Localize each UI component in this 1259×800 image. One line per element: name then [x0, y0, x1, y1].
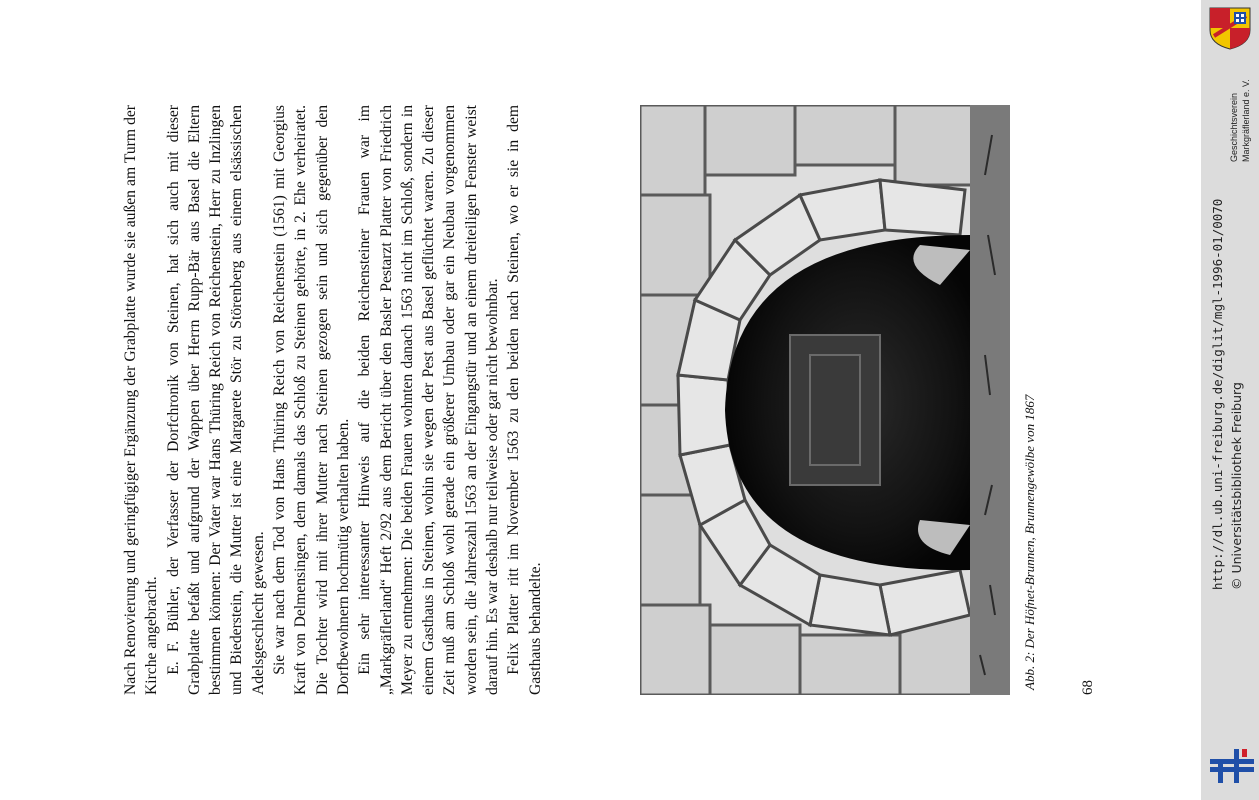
- library-credit: © Universitätsbibliothek Freiburg: [1229, 382, 1244, 590]
- society-name: [1228, 72, 1256, 162]
- paragraph-1: Nach Renovierung und geringfügiger Ergänzung der Grabplatte wurde sie außen am Turm der Kirche angebracht.: [122, 105, 161, 695]
- paragraph-3: Sie war nach dem Tod von Hans Thüring Reich von Reichenstein (1561) mit Georgius Kraft von Delmensingen, dem damals das Schloß zu Steinen gehörte, in 2. Ehe verheiratet. Die Tochter wird mit ihrer Mutter nach Steinen gezogen sein und sich gegenüber den Dorfbewohnern hochmütig verhalten haben.: [271, 105, 352, 695]
- figure-caption: Abb. 2: Der Höfnet-Brunnen, Brunnengewölbe von 1867: [1022, 394, 1037, 690]
- society-line-2: Markgräflerland e. V.: [1241, 79, 1251, 162]
- paragraph-4: Ein sehr interessanter Hinweis auf die beiden Reichensteiner Frauen war im „Markgräflerland“ Heft 2/92 aus dem Bericht über den Basler Pestarzt Platter von Friedrich Meyer zu entnehmen: Die beiden Frauen wohnten danach 1563 nicht im Schloß, sondern in einem Gasthaus in Steinen, wohin sie wegen der Pest aus Basel geflüchtet waren. Zu dieser Zeit muß am Schloß wohl gerade ein größerer Umbau oder gar ein Neubau vorgenommen worden sein, die Jahreszahl 1563 an der Eingangstür und an einem dreiteiligen Fenster weist darauf hin. Es war deshalb nur teilweise oder gar nicht bewohnbar.: [356, 105, 502, 695]
- university-library-logo-icon: [1208, 745, 1256, 785]
- page-number: 68: [1080, 680, 1096, 695]
- body-text: [120, 105, 546, 695]
- paragraph-5: Felix Platter ritt im November 1563 zu den beiden nach Steinen, wo er sie in dem Gasthaus behandelte.: [505, 105, 544, 695]
- paragraph-2: E. F. Bühler, der Verfasser der Dorfchronik von Steinen, hat sich auch mit dieser Grabplatte befaßt und aufgrund der Wappen über Herrn Rupp-Bär aus Basel die Eltern bestimmen können: Der Vater war Hans Thüring Reich von Reichenstein, Herr zu Inzlingen und Biederstein, die Mutter ist eine Margarete Stör zu Störenberg aus einem elsässischen Adelsgeschlecht gewesen.: [164, 105, 267, 695]
- coat-of-arms-logo: [1206, 6, 1254, 50]
- permalink-url[interactable]: http://dl.ub.uni-freiburg.de/diglit/mgl-1996-01/0070: [1210, 198, 1225, 590]
- society-line-1: Geschichtsverein: [1229, 92, 1239, 162]
- well-vault-photograph: [640, 105, 1010, 695]
- citation-block: [1208, 198, 1258, 590]
